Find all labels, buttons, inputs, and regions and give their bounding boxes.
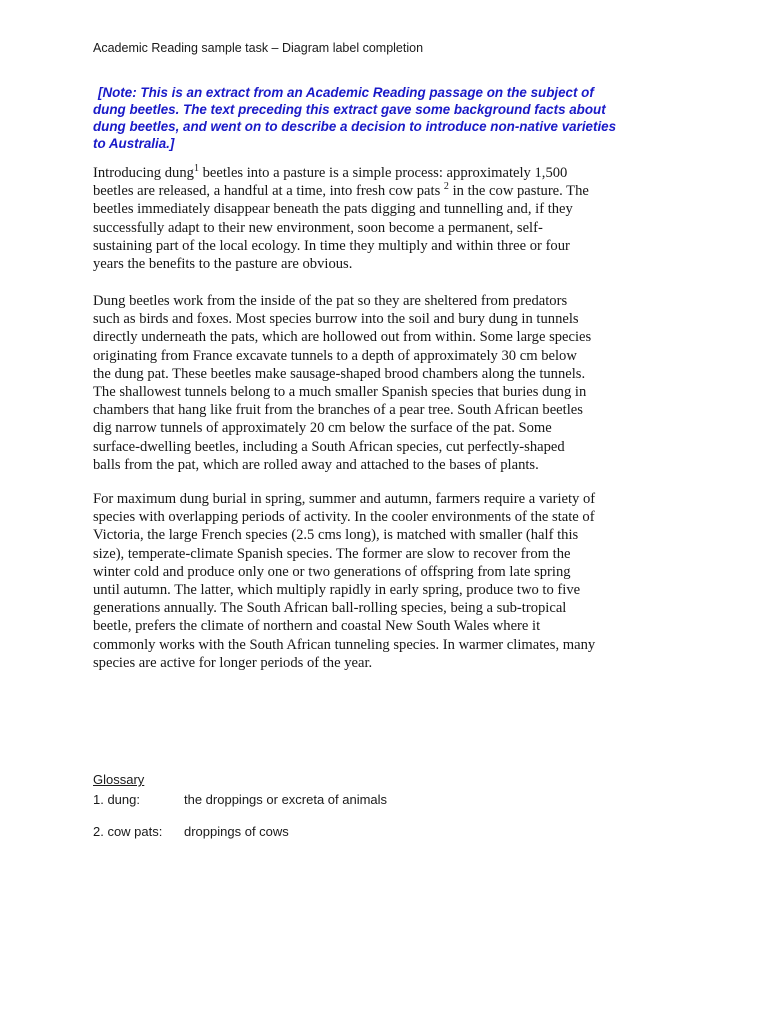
paragraph-line: Dung beetles work from the inside of the pat so they are sheltered from predators bbox=[93, 293, 568, 309]
paragraph-line: generations annually. The South African ball-rolling species, being a sub-tropical bbox=[93, 600, 567, 617]
paragraph-line: winter cold and produce only one or two generations of offspring from late spring bbox=[93, 563, 571, 580]
footnote-marker-cow-pats: 2 bbox=[443, 181, 449, 193]
paragraph-line: such as birds and foxes. Most species burrow into the soil and bury dung in tunnels bbox=[93, 311, 579, 328]
paragraph-line bbox=[93, 164, 683, 182]
paragraph-tunnels bbox=[93, 292, 683, 474]
note-line: dung beetles. The text preceding this extract gave some background facts about bbox=[93, 102, 606, 117]
glossary-term: 2. cow pats: bbox=[93, 824, 163, 839]
paragraph-line: beetles immediately disappear beneath the pats digging and tunnelling and, if they bbox=[93, 201, 573, 218]
text-run: beetles into a pasture is a simple process: approximately 1,500 bbox=[198, 165, 568, 181]
paragraph-line: surface-dwelling beetles, including a South African species, cut perfectly-shaped bbox=[93, 438, 565, 455]
glossary-item bbox=[93, 824, 289, 839]
paragraph-line: until autumn. The latter, which multiply rapidly in early spring, produce two to five bbox=[93, 582, 581, 599]
paragraph-line: beetle, prefers the climate of northern and coastal New South Wales where it bbox=[93, 618, 541, 635]
text-run: Introducing dung bbox=[93, 165, 194, 181]
paragraph-line: size), temperate-climate Spanish species. The former are slow to recover from the bbox=[93, 545, 571, 562]
glossary-term: 1. dung: bbox=[93, 792, 140, 807]
paragraph-line: the dung pat. These beetles make sausage-shaped brood chambers along the tunnels. bbox=[93, 365, 586, 382]
paragraph-line: The shallowest tunnels belong to a much smaller Spanish species that buries dung in bbox=[93, 384, 587, 401]
paragraph-line: commonly works with the South African tunneling species. In warmer climates, many bbox=[93, 636, 596, 653]
paragraph-line: For maximum dung burial in spring, summer and autumn, farmers require a variety of bbox=[93, 491, 596, 507]
paragraph-line: originating from France excavate tunnels to a depth of approximately 30 cm below bbox=[93, 347, 577, 364]
editor-note bbox=[93, 84, 683, 152]
text-run: in the cow pasture. The bbox=[448, 183, 589, 200]
paragraph-line: chambers that hang like fruit from the branches of a pear tree. South African beetles bbox=[93, 402, 583, 419]
footnote-marker-dung: 1 bbox=[193, 163, 199, 174]
text-run: beetles are released, a handful at a time, into fresh cow pats bbox=[93, 183, 444, 200]
paragraph-line: species with overlapping periods of activity. In the cooler environments of the state of bbox=[93, 509, 595, 526]
glossary-heading: Glossary bbox=[93, 772, 145, 787]
paragraph-line: directly underneath the pats, which are hollowed out from within. Some large species bbox=[93, 329, 592, 346]
paragraph-seasonal-activity bbox=[93, 490, 683, 672]
paragraph-line: years the benefits to the pasture are obvious. bbox=[93, 256, 353, 273]
note-line: to Australia.] bbox=[93, 136, 175, 151]
paragraph-line: species are active for longer periods of the year. bbox=[93, 654, 373, 671]
paragraph-line: Victoria, the large French species (2.5 cms long), is matched with smaller (half this bbox=[93, 527, 579, 544]
paragraph-introducing-beetles bbox=[93, 164, 683, 273]
paragraph-line: successfully adapt to their new environment, soon become a permanent, self- bbox=[93, 219, 543, 236]
paragraph-line: dig narrow tunnels of approximately 20 cm below the surface of the pat. Some bbox=[93, 420, 552, 437]
paragraph-line: sustaining part of the local ecology. In time they multiply and within three or four bbox=[93, 237, 570, 254]
note-line: dung beetles, and went on to describe a decision to introduce non-native varieties bbox=[93, 119, 617, 134]
glossary-definition: the droppings or excreta of animals bbox=[184, 792, 388, 807]
glossary-definition: droppings of cows bbox=[184, 824, 289, 839]
glossary-item bbox=[93, 792, 387, 807]
note-line: [Note: This is an extract from an Academic Reading passage on the subject of bbox=[98, 85, 594, 100]
paragraph-line bbox=[93, 182, 683, 200]
paragraph-line: balls from the pat, which are rolled away and attached to the bases of plants. bbox=[93, 456, 539, 473]
page-header: Academic Reading sample task – Diagram label completion bbox=[93, 41, 424, 55]
